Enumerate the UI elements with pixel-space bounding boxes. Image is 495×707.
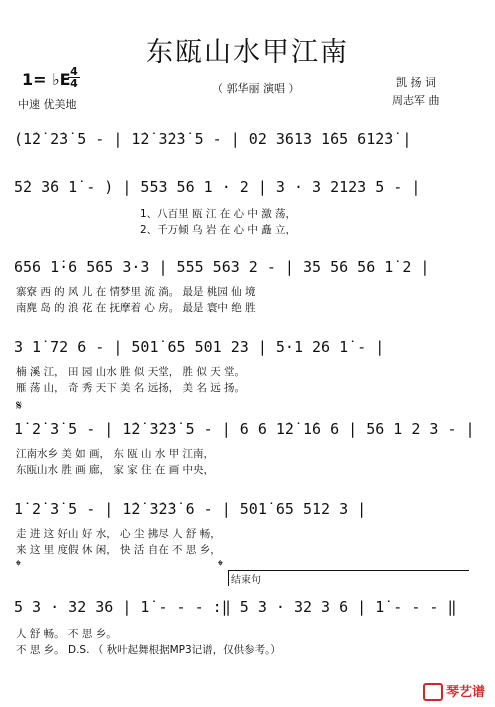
score-row-5: 1̇ 2̇ 3̇ 5 - | 1̇2̇ 3̇2̇3̇ 5 - | 6 6 1̇2̇ 1̇6 6 | 56 1 2 3 - | xyxy=(14,420,475,438)
lyric-row-7a: 人 舒 畅。 不 思 乡。 xyxy=(16,628,117,640)
logo-icon xyxy=(423,683,443,701)
ending-label: 结束句 xyxy=(228,570,469,586)
watermark-text: 琴艺谱 xyxy=(445,684,485,700)
segno-icon: 𝄋 xyxy=(16,398,23,414)
lyric-row-4a: 楠 溪 江， 田 园 山水 胜 似 天堂， 胜 似 天 堂。 xyxy=(16,366,246,378)
lyric-row-3b: 南麂 岛 的 浪 花 在 抚摩着 心 房。 最是 寰中 绝 胜 xyxy=(16,302,256,314)
lyric-row-3a: 寨寮 西 的 风 儿 在 情梦里 流 淌。 最是 桃园 仙 境 xyxy=(16,286,256,298)
time-signature xyxy=(68,66,80,89)
lyric-row-2a: 1、八百里 瓯 江 在 心 中 激 荡， xyxy=(140,208,297,220)
lyric-row-6b: 来 这 里 度假 休 闲， 快 活 自在 不 思 乡， xyxy=(16,544,221,556)
lyric-row-4b: 雁 荡 山， 奇 秀 天下 美 名 远扬， 美 名 远 扬。 xyxy=(16,382,246,394)
page-title: 东瓯山水甲江南 xyxy=(146,37,349,68)
lyric-row-7b: 不 思 乡。 D.S. （ 秋叶起舞根据MP3记谱，仅供参考。） xyxy=(16,644,281,656)
time-bottom: 4 xyxy=(70,77,78,90)
lyric-row-6a: 走 进 这 好山 好 水， 心 尘 拂尽 人 舒 畅， xyxy=(16,528,221,540)
time-top: 4 xyxy=(70,65,78,78)
lyric-row-5a: 江南水乡 美 如 画， 东 瓯 山 水 甲 江南， xyxy=(16,448,215,460)
performer: （ 郭华丽 演唱 ） xyxy=(212,82,300,95)
score-row-2: 5̇2 3̇6 1̇ - ) | 553 56 1 · 2 | 3 · 3 2123 5 - | xyxy=(14,178,421,196)
score-row-6: 1̇ 2̇ 3̇ 5 - | 1̇2̇ 3̇2̇3̇ 6 - | 501̇ 65 512 3 | xyxy=(14,500,367,518)
score-row-3: 656 1̇·6 565 3·3 | 555 563 2 - | 35 56 56 1̇ 2 | xyxy=(14,258,430,276)
coda-icon-2: 𝄌 xyxy=(218,558,223,574)
score-row-4: 3 1̇ 72 6 - | 501̇ 65 501 23 | 5·1 26 1̇ - | xyxy=(14,338,385,356)
watermark xyxy=(423,681,485,702)
lyricist: 凯 扬 词 xyxy=(396,76,436,89)
composer: 周志军 曲 xyxy=(392,94,440,107)
lyric-row-5b: 东瓯山水 胜 画 廊， 家 家 住 在 画 中央， xyxy=(16,464,215,476)
key-signature: 1= ♭E xyxy=(22,70,71,89)
score-row-1: (1̇2̇ 2̇3̇ 5 - | 1̇2̇ 3̇2̇3̇ 5 - | 02 3613 1̇65 61̇2̇3̇ | xyxy=(14,130,412,148)
coda-icon: 𝄌 xyxy=(16,558,21,574)
score-row-7: 5 3 · 32 36 | 1̇ - - - :‖ 5 3 · 32 3 6 | 1̇ - - - ‖ xyxy=(14,598,457,616)
lyric-row-2b: 2、千万倾 乌 岩 在 心 中 矗 立， xyxy=(140,224,297,236)
tempo-marking: 中速 优美地 xyxy=(18,98,77,111)
